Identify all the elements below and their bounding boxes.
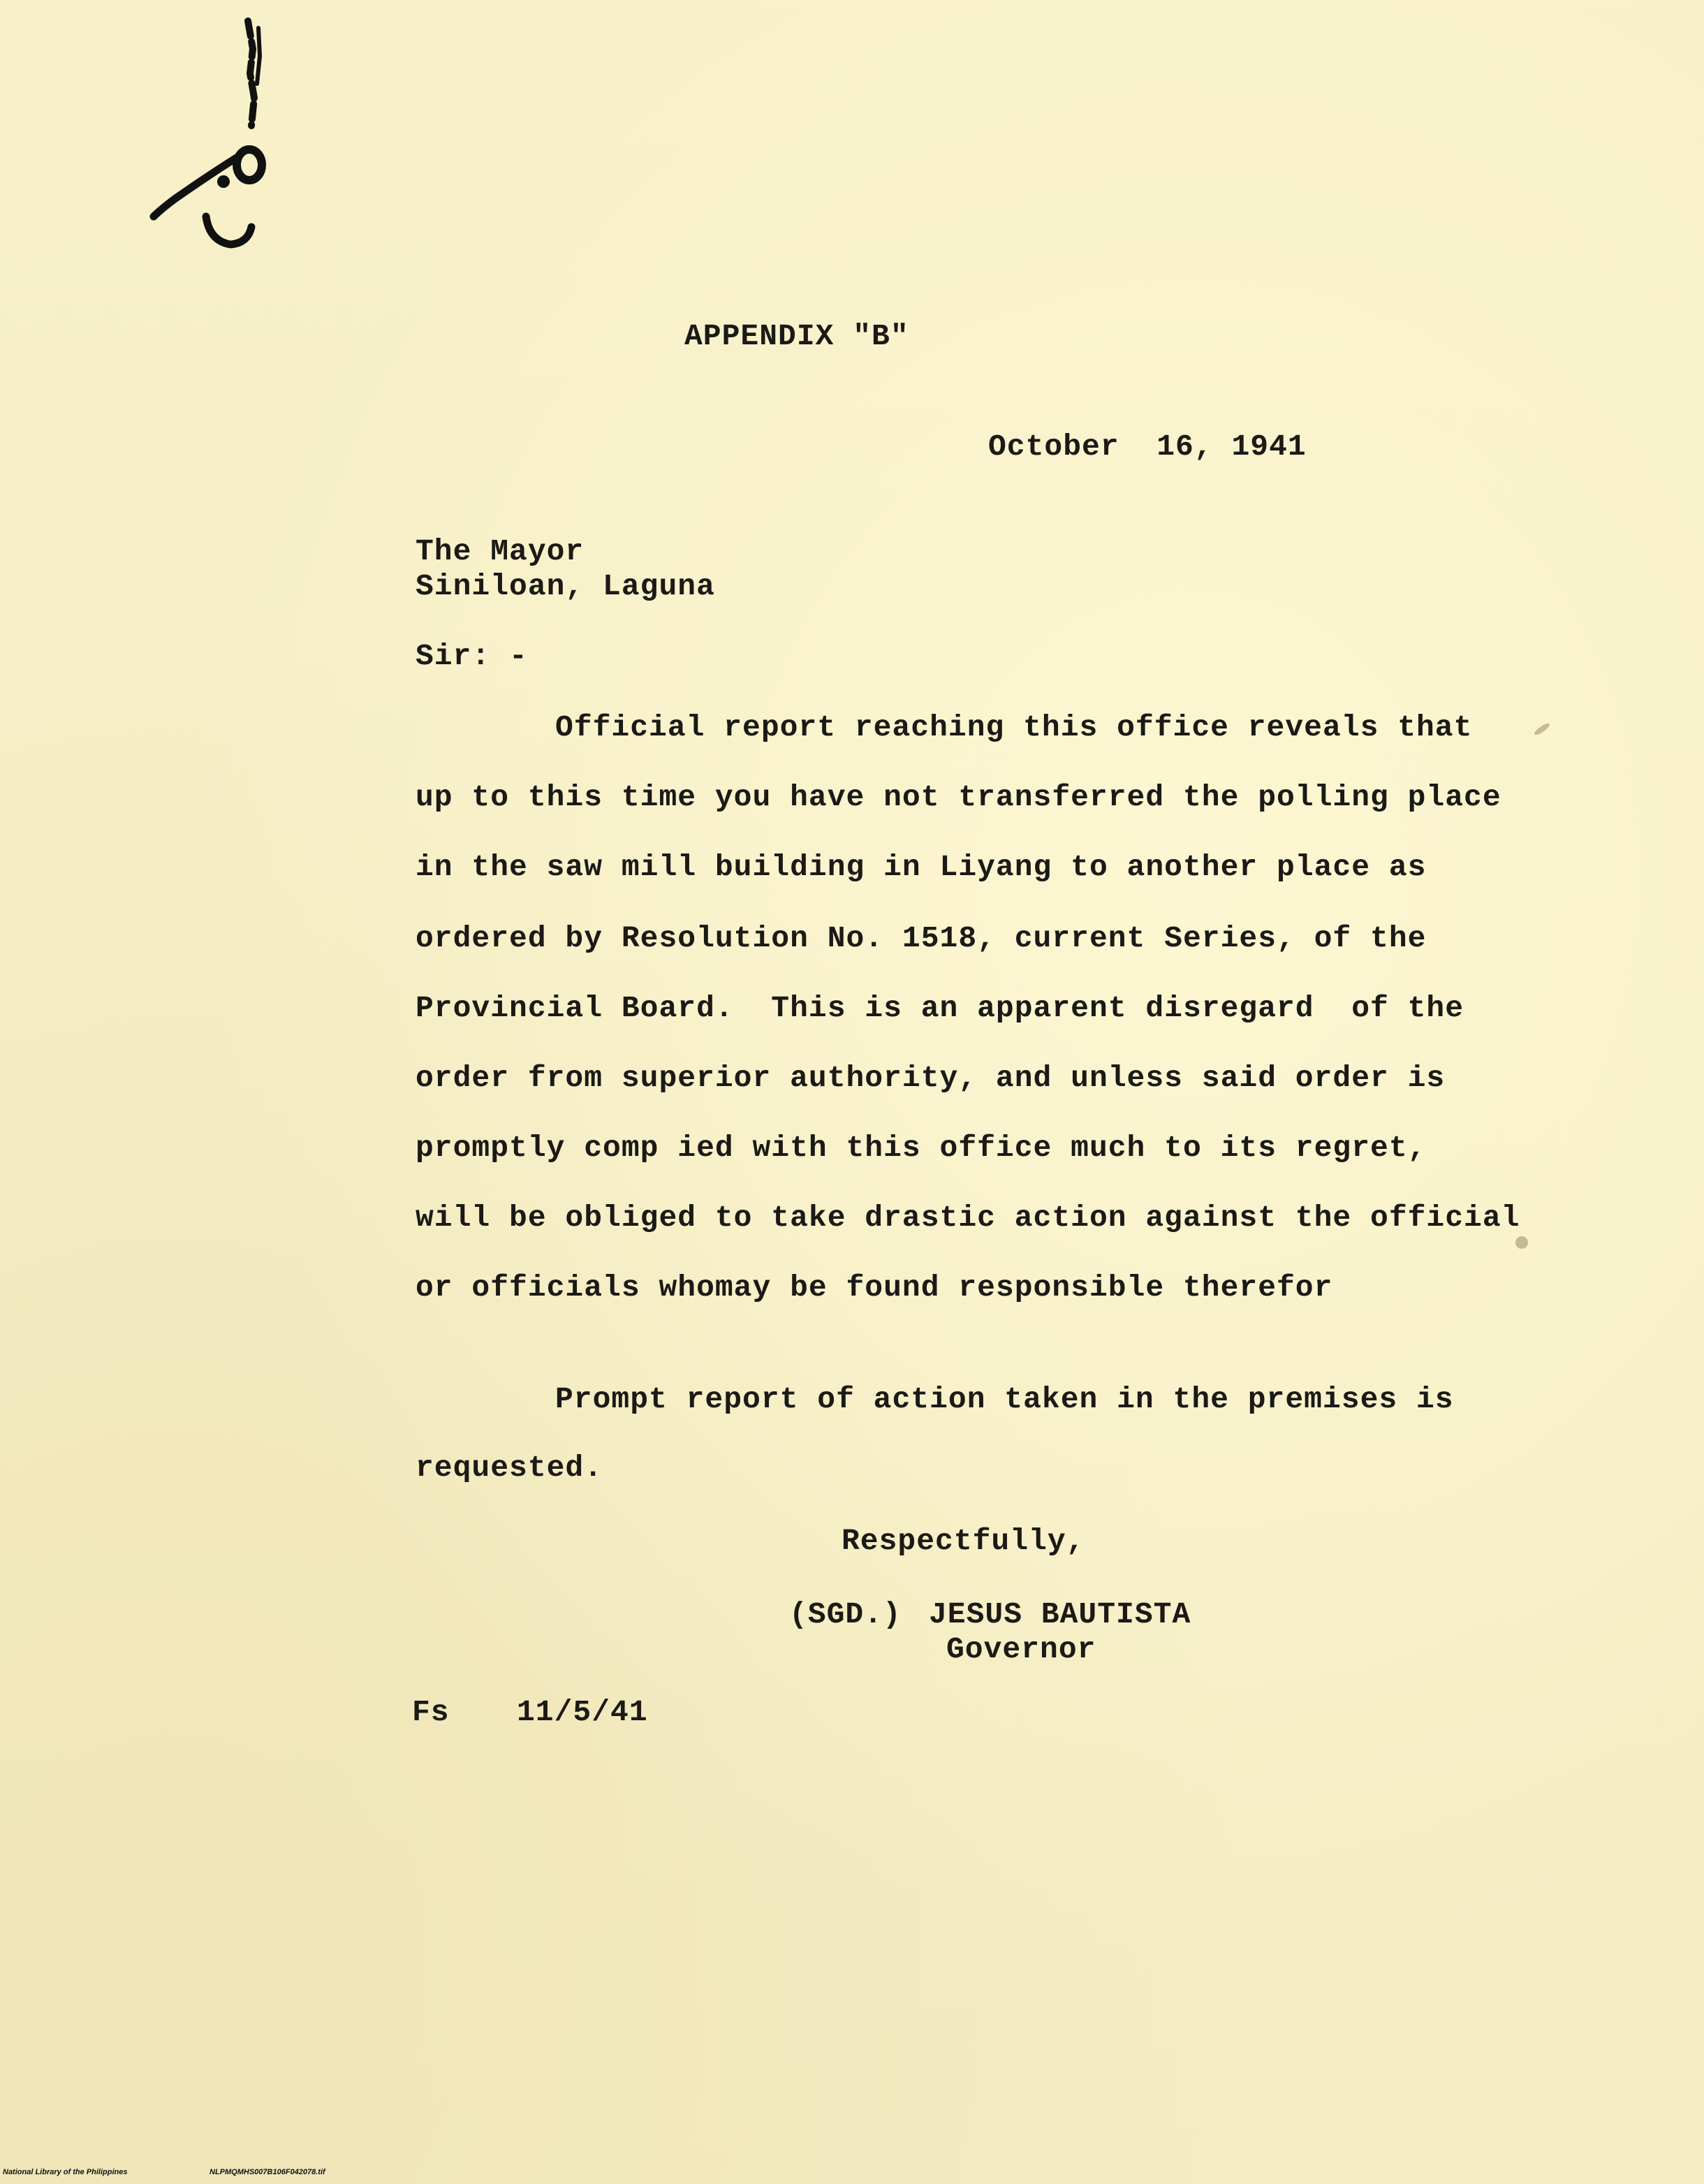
body-line: in the saw mill building in Liyang to another place as bbox=[416, 850, 1427, 884]
recipient-line-2: Siniloan, Laguna bbox=[416, 569, 715, 603]
signer-title: Governor bbox=[946, 1632, 1096, 1666]
recipient-line-1: The Mayor bbox=[416, 534, 585, 569]
body-line: up to this time you have not transferred the polling place bbox=[416, 780, 1501, 814]
footer-file-id: NLPMQMHS007B106F042078.tif bbox=[210, 2168, 325, 2176]
paper-blemish bbox=[1515, 1236, 1528, 1249]
file-note-date: 11/5/41 bbox=[517, 1695, 648, 1729]
body-line: will be obliged to take drastic action against the official bbox=[416, 1201, 1520, 1235]
file-note-initials: Fs bbox=[412, 1695, 450, 1729]
footer-library: National Library of the Philippines bbox=[3, 2168, 128, 2176]
body-line: promptly comp ied with this office much to its regret, bbox=[416, 1131, 1427, 1165]
body-line: requested. bbox=[416, 1451, 603, 1485]
body-line: Provincial Board. This is an apparent disregard of the bbox=[416, 991, 1464, 1025]
valediction: Respectfully, bbox=[842, 1524, 1085, 1558]
letter-date: October 16, 1941 bbox=[988, 430, 1307, 464]
ink-mark bbox=[105, 7, 286, 258]
paper-blemish bbox=[1533, 721, 1551, 736]
body-line: Prompt report of action taken in the premises is bbox=[555, 1382, 1454, 1416]
signer-name: JESUS BAUTISTA bbox=[929, 1597, 1191, 1632]
signed-marker: (SGD.) bbox=[789, 1597, 902, 1632]
body-line: Official report reaching this office reveals that bbox=[555, 710, 1473, 745]
body-line: or officials whomay be found responsible therefor bbox=[416, 1270, 1333, 1305]
body-line: ordered by Resolution No. 1518, current Series, of the bbox=[416, 921, 1427, 955]
salutation: Sir: - bbox=[416, 639, 528, 673]
body-line: order from superior authority, and unless said order is bbox=[416, 1061, 1446, 1095]
appendix-heading: APPENDIX "B" bbox=[684, 319, 909, 353]
